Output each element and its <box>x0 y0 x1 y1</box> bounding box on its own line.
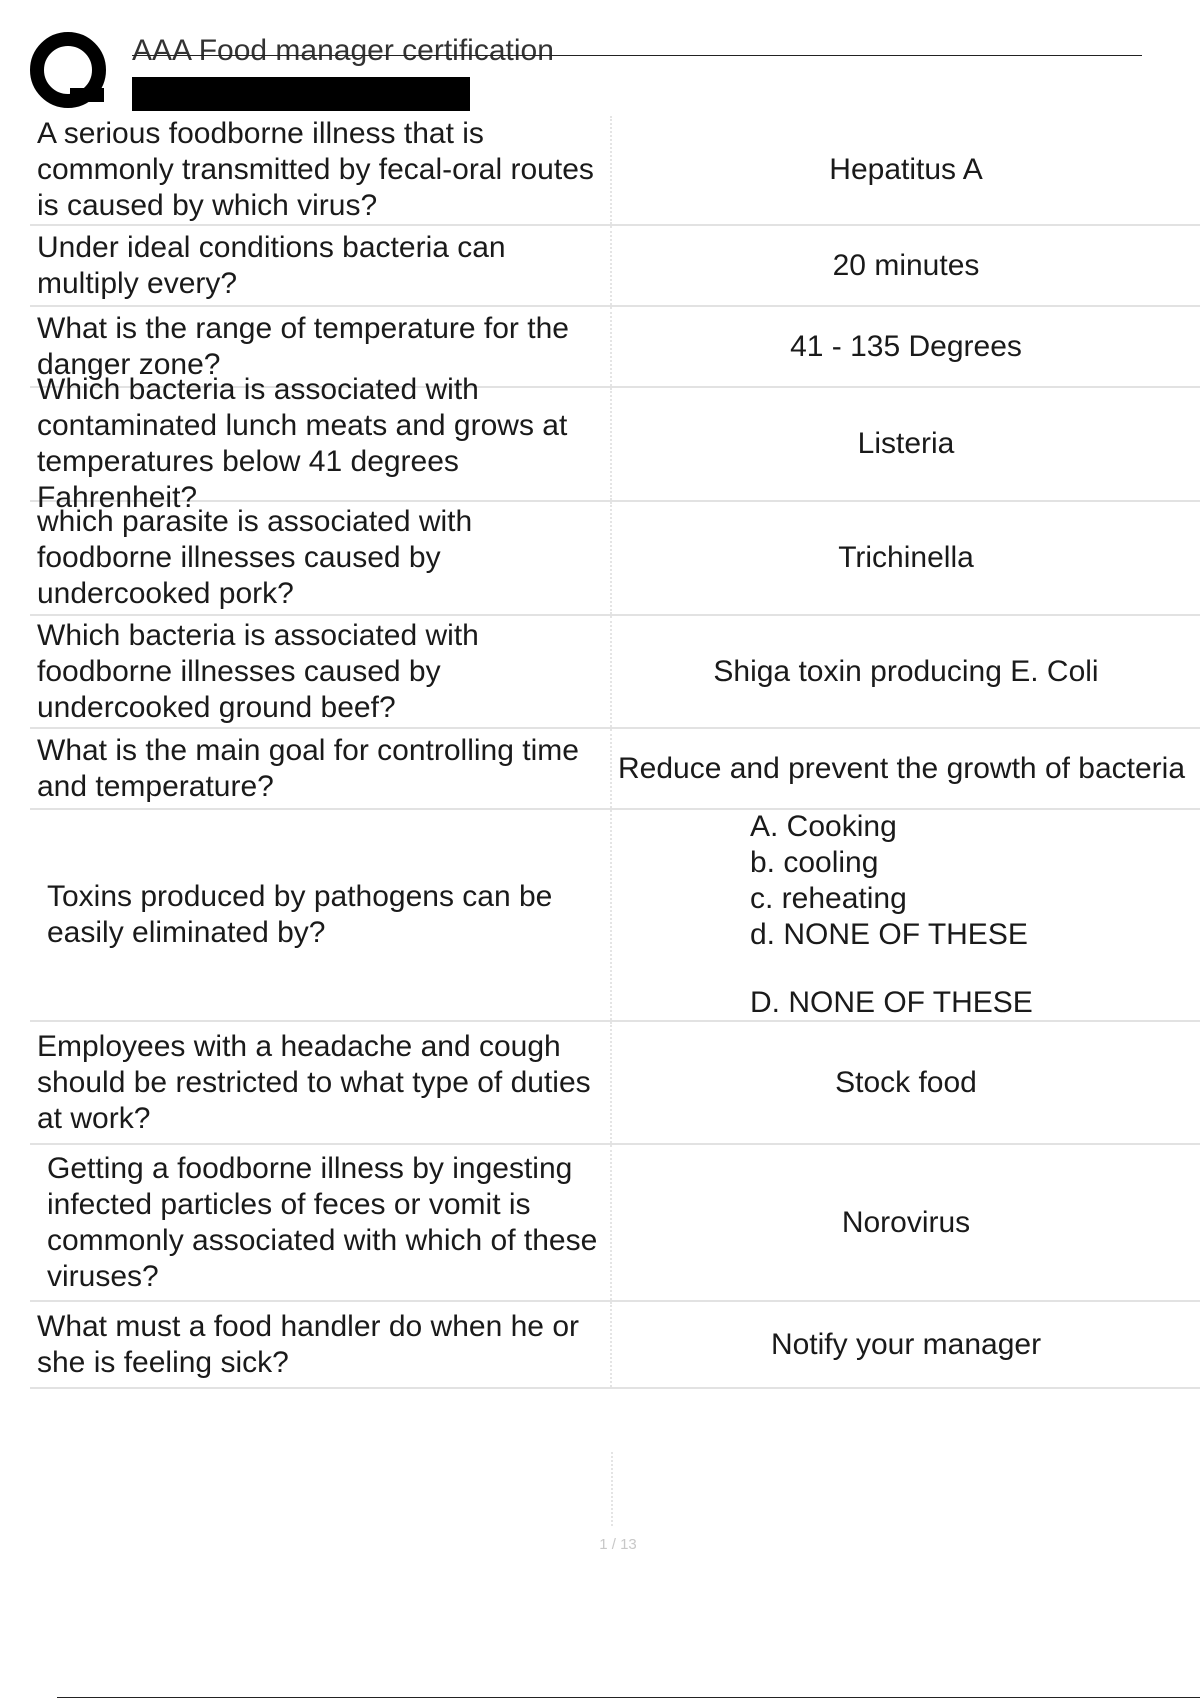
card-definition: Shiga toxin producing E. Coli <box>713 654 1099 688</box>
document-title: AAA Food manager certification <box>132 34 554 67</box>
flashcard-row <box>30 502 1200 616</box>
flashcard-row <box>30 1022 1200 1145</box>
card-term: What is the main goal for controlling time and temperature? <box>30 729 612 808</box>
card-definition: Trichinella <box>838 541 974 574</box>
card-term: Which bacteria is associated with foodborne illnesses caused by undercooked ground beef? <box>30 616 612 727</box>
card-definition: 41 - 135 Degrees <box>790 329 1022 363</box>
card-term: Toxins produced by pathogens can be easily eliminated by? <box>30 810 612 1020</box>
choice-item: d. NONE OF THESE <box>750 918 1028 951</box>
card-definition: Stock food <box>835 1065 977 1099</box>
card-definition: Reduce and prevent the growth of bacteria <box>618 751 1186 785</box>
card-definition: Notify your manager <box>770 1327 1042 1361</box>
flashcard-row <box>30 1302 1200 1389</box>
quizlet-q-logo-icon <box>30 30 112 112</box>
card-term: Under ideal conditions bacteria can multiply every? <box>30 226 612 305</box>
flashcard-list <box>30 116 1200 1389</box>
flashcard-row <box>30 116 1200 226</box>
page-indicator: 1 / 13 <box>599 1536 637 1553</box>
card-definition: 20 minutes <box>832 248 980 282</box>
answer-choices <box>750 809 1033 1021</box>
card-definition: Listeria <box>857 427 955 460</box>
flashcard-row <box>30 616 1200 729</box>
card-definition <box>612 810 1200 1020</box>
footer-rule <box>57 1697 1200 1698</box>
card-term: which parasite is associated with foodborne illnesses caused by undercooked pork? <box>30 502 612 614</box>
document-header <box>0 0 1200 116</box>
choice-item: b. cooling <box>750 846 879 879</box>
card-term: What is the range of temperature for the danger zone? <box>30 307 612 386</box>
card-term: Employees with a headache and cough should be restricted to what type of duties at work? <box>30 1022 612 1143</box>
card-definition: Hepatitus A <box>829 153 983 186</box>
flashcard-row <box>30 373 1200 514</box>
flashcard-row <box>30 226 1200 307</box>
card-definition: Norovirus <box>841 1205 971 1239</box>
card-term: A serious foodborne illness that is commonly transmitted by fecal-oral routes is caused by which virus? <box>30 116 612 224</box>
flashcard-row <box>30 1145 1200 1302</box>
flashcard-row <box>30 729 1200 810</box>
choice-item: c. reheating <box>750 882 907 915</box>
card-term: What must a food handler do when he or she is feeling sick? <box>30 1302 612 1387</box>
choice-spacer <box>750 953 1033 985</box>
title-strike-rule <box>132 55 1142 56</box>
choice-item: A. Cooking <box>750 810 897 843</box>
card-term: Getting a foodborne illness by ingesting infected particles of feces or vomit is commonly associated with which of these viruses? <box>30 1145 612 1300</box>
redacted-author-bar <box>132 77 470 111</box>
card-term: Which bacteria is associated with contaminated lunch meats and grows at temperatures below 41 degrees Fahrenheit? <box>30 388 612 500</box>
flashcard-row <box>30 810 1200 1022</box>
empty-row-divider <box>611 1452 613 1526</box>
correct-answer: D. NONE OF THESE <box>750 986 1033 1019</box>
